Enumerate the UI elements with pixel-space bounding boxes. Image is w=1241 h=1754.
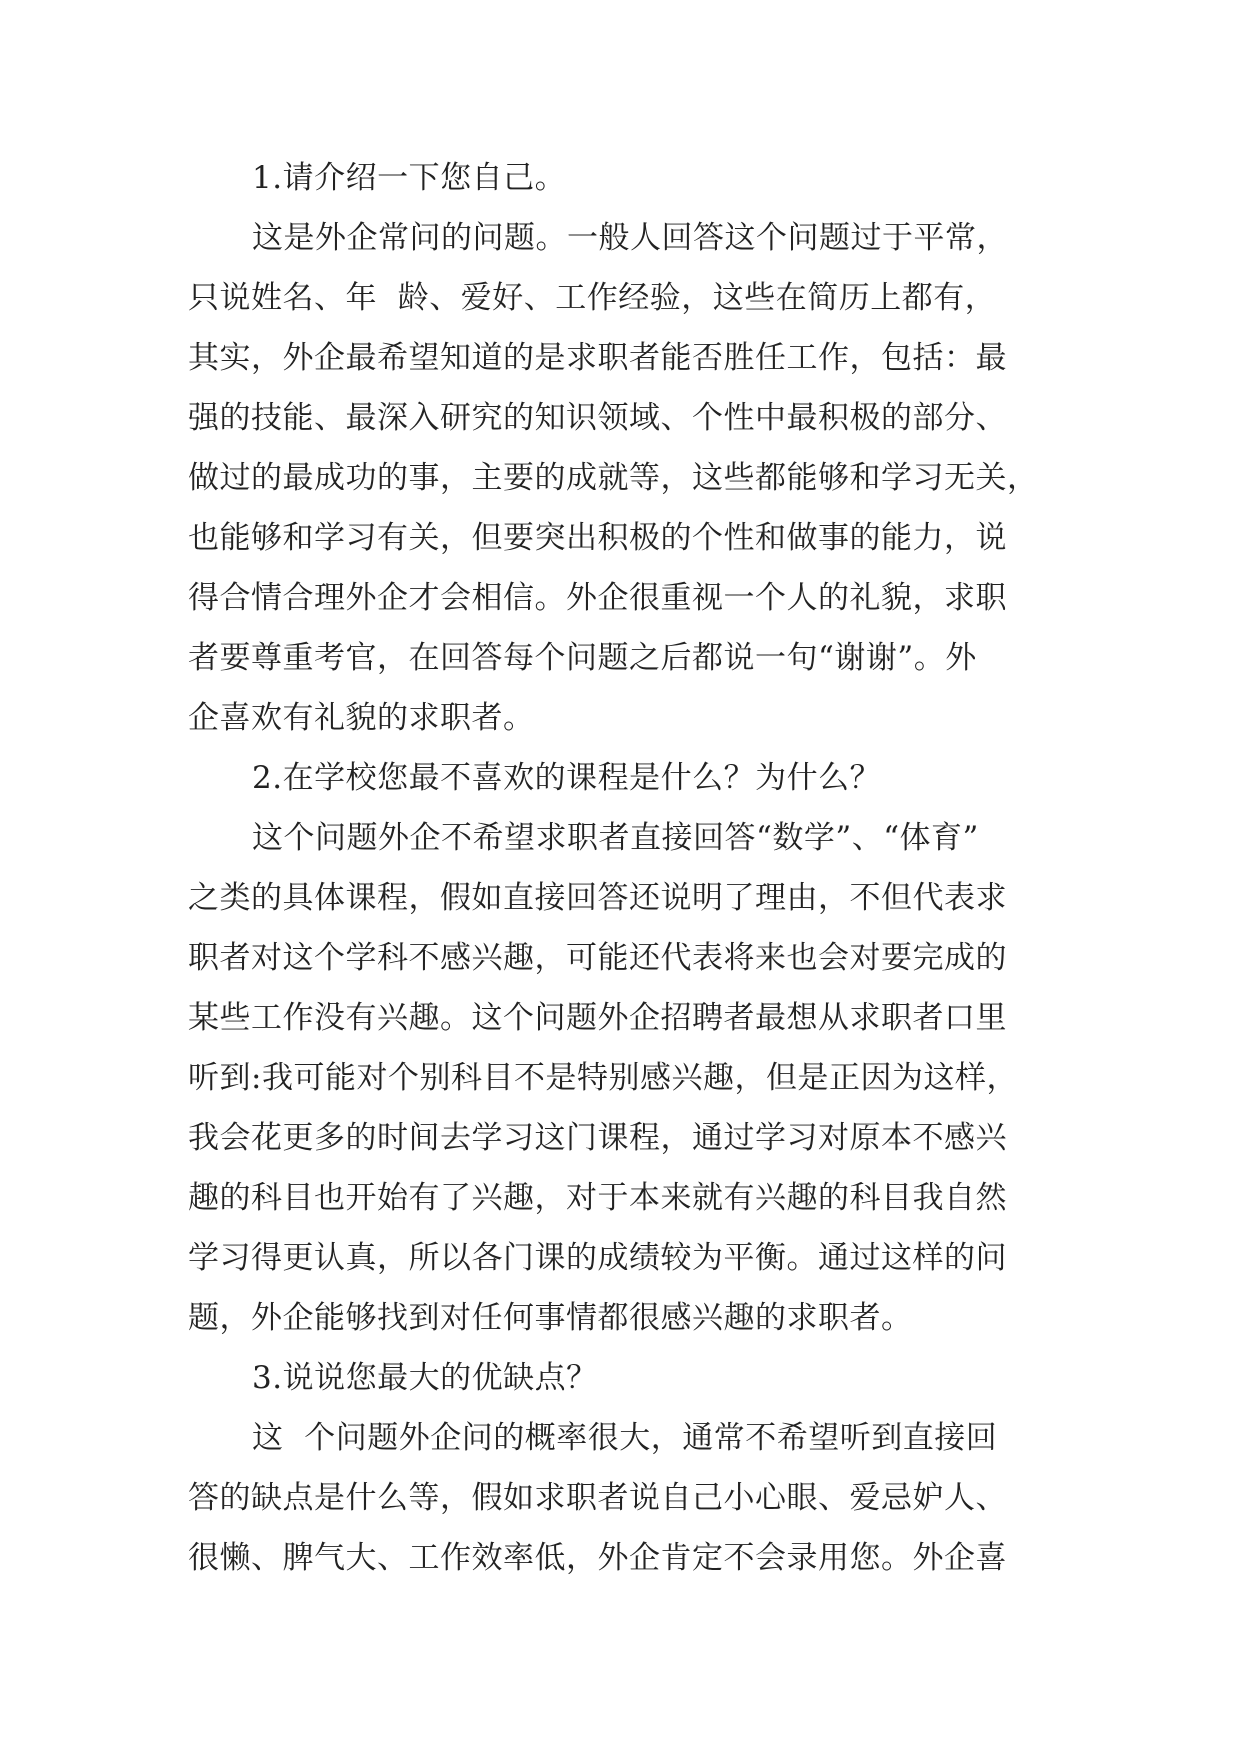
paragraph-line: 这 个问题外企问的概率很大，通常不希望听到直接回	[252, 1420, 998, 1456]
paragraph-line: 很懒、脾气大、工作效率低，外企肯定不会录用您。外企喜	[188, 1540, 1007, 1576]
paragraph-line: 之类的具体课程，假如直接回答还说明了理由，不但代表求	[188, 880, 1007, 916]
paragraph-line: 这个问题外企不希望求职者直接回答“数学”、“体育”	[252, 820, 979, 856]
paragraph-line: 做过的最成功的事，主要的成就等，这些都能够和学习无关，	[188, 460, 1039, 496]
paragraph-line: 答的缺点是什么等，假如求职者说自己小心眼、爱忌妒人、	[188, 1480, 1007, 1516]
paragraph-line: 者要尊重考官，在回答每个问题之后都说一句“谢谢”。外	[188, 640, 977, 676]
paragraph-line: 我会花更多的时间去学习这门课程，通过学习对原本不感兴	[188, 1120, 1007, 1156]
paragraph-line: 其实，外企最希望知道的是求职者能否胜任工作，包括：最	[188, 340, 1007, 376]
paragraph-line: 强的技能、最深入研究的知识领域、个性中最积极的部分、	[188, 400, 1007, 436]
paragraph-line: 某些工作没有兴趣。这个问题外企招聘者最想从求职者口里	[188, 1000, 1007, 1036]
paragraph-line: 趣的科目也开始有了兴趣，对于本来就有兴趣的科目我自然	[188, 1180, 1007, 1216]
paragraph-line: 听到:我可能对个别科目不是特别感兴趣，但是正因为这样，	[188, 1060, 1018, 1096]
paragraph-line: 学习得更认真，所以各门课的成绩较为平衡。通过这样的问	[188, 1240, 1007, 1276]
document-body	[188, 148, 1068, 1588]
paragraph-line: 只说姓名、年 龄、爱好、工作经验，这些在简历上都有，	[188, 280, 997, 316]
paragraph-line: 企喜欢有礼貌的求职者。	[188, 700, 535, 736]
paragraph-line: 这是外企常问的问题。一般人回答这个问题过于平常，	[252, 220, 1008, 256]
question-3-heading: 3.说说您最大的优缺点？	[252, 1360, 598, 1396]
paragraph-line: 职者对这个学科不感兴趣，可能还代表将来也会对要完成的	[188, 940, 1007, 976]
paragraph-line: 也能够和学习有关，但要突出积极的个性和做事的能力，说	[188, 520, 1007, 556]
question-1-heading: 1.请介绍一下您自己。	[252, 160, 567, 196]
paragraph-line: 题，外企能够找到对任何事情都很感兴趣的求职者。	[188, 1300, 913, 1336]
question-2-heading: 2.在学校您最不喜欢的课程是什么？为什么？	[252, 760, 882, 796]
paragraph-line: 得合情合理外企才会相信。外企很重视一个人的礼貌，求职	[188, 580, 1007, 616]
